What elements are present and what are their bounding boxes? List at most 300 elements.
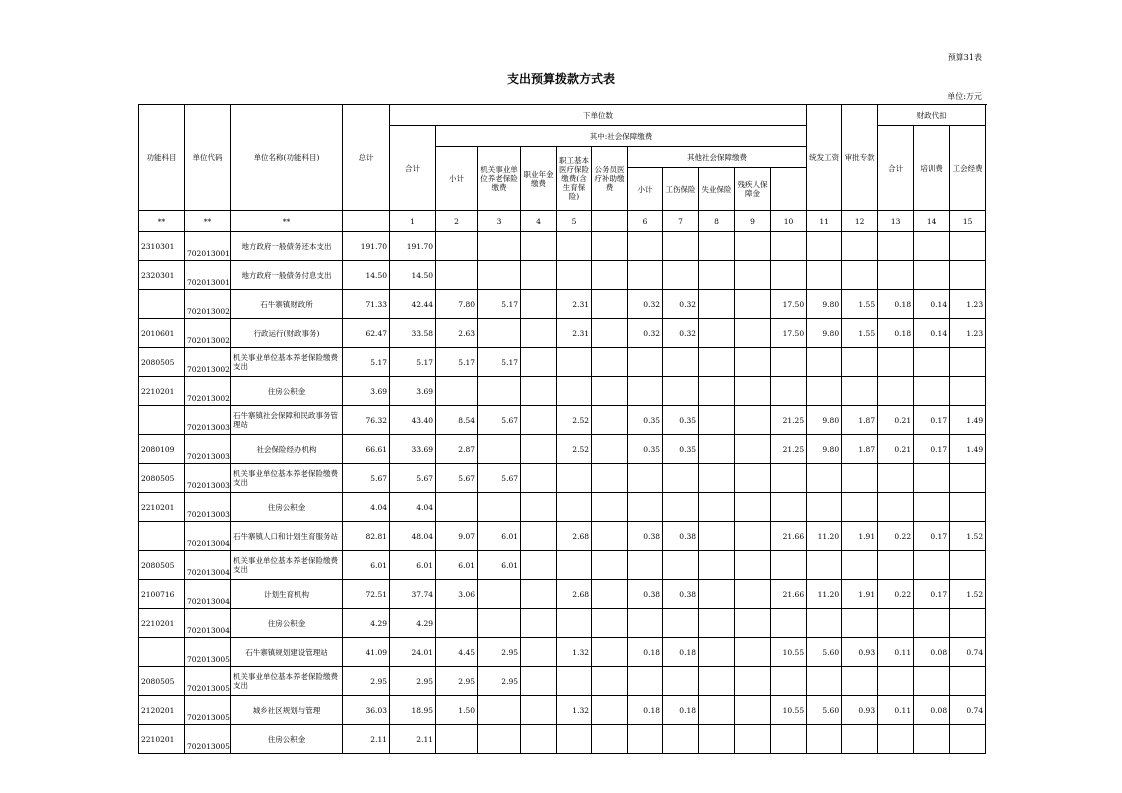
value-cell: 4.04 [390, 493, 436, 522]
index-cell: 13 [878, 211, 914, 232]
table-row [139, 232, 986, 261]
index-cell: 15 [950, 211, 986, 232]
value-cell: 4.29 [343, 609, 390, 638]
table-row [139, 435, 986, 464]
value-cell [478, 261, 521, 290]
value-cell [735, 232, 771, 261]
value-cell: 5.17 [478, 290, 521, 319]
value-cell: 0.17 [914, 580, 950, 609]
func-subject-cell: 2210201 [139, 493, 185, 522]
value-cell [521, 725, 557, 754]
value-cell [521, 696, 557, 725]
value-cell [436, 261, 478, 290]
value-cell: 0.38 [663, 522, 699, 551]
value-cell: 71.33 [343, 290, 390, 319]
value-cell: 4.45 [436, 638, 478, 667]
table-header [139, 105, 986, 211]
value-cell [771, 493, 807, 522]
value-cell [663, 725, 699, 754]
value-cell: 1.52 [950, 580, 986, 609]
value-cell: 0.18 [663, 638, 699, 667]
value-cell [914, 261, 950, 290]
unit-code-cell: 702013005 [185, 696, 231, 725]
value-cell: 5.67 [478, 406, 521, 435]
value-cell [592, 725, 628, 754]
index-cell: 8 [699, 211, 735, 232]
value-cell [557, 667, 592, 696]
value-cell [436, 725, 478, 754]
value-cell: 21.25 [771, 435, 807, 464]
value-cell [914, 725, 950, 754]
value-cell: 76.32 [343, 406, 390, 435]
value-cell [878, 464, 914, 493]
header-other-small-total: 小计 [628, 168, 663, 211]
value-cell: 4.04 [343, 493, 390, 522]
value-cell: 5.17 [478, 348, 521, 377]
value-cell: 191.70 [343, 232, 390, 261]
value-cell [557, 551, 592, 580]
value-cell: 0.32 [663, 319, 699, 348]
unit-name-cell: 计划生育机构 [231, 580, 343, 609]
func-subject-cell: 2320301 [139, 261, 185, 290]
value-cell: 0.18 [663, 696, 699, 725]
header-fin-total: 合计 [878, 126, 914, 211]
value-cell [878, 551, 914, 580]
value-cell [699, 377, 735, 406]
value-cell [735, 435, 771, 464]
header-unit-code: 单位代码 [185, 105, 231, 211]
value-cell [699, 464, 735, 493]
value-cell [807, 261, 842, 290]
value-cell: 2.95 [436, 667, 478, 696]
value-cell: 0.11 [878, 696, 914, 725]
value-cell [521, 638, 557, 667]
value-cell: 0.74 [950, 638, 986, 667]
value-cell: 1.91 [842, 580, 878, 609]
value-cell: 5.17 [343, 348, 390, 377]
table-row [139, 551, 986, 580]
func-subject-cell [139, 290, 185, 319]
value-cell: 0.11 [878, 638, 914, 667]
value-cell: 10.55 [771, 638, 807, 667]
value-cell: 72.51 [343, 580, 390, 609]
unit-name-cell: 机关事业单位基本养老保险缴费支出 [231, 667, 343, 696]
value-cell [592, 348, 628, 377]
index-cell: ** [139, 211, 185, 232]
value-cell: 33.69 [390, 435, 436, 464]
value-cell: 0.21 [878, 406, 914, 435]
value-cell [628, 464, 663, 493]
value-cell [699, 319, 735, 348]
value-cell: 11.20 [807, 580, 842, 609]
value-cell [628, 348, 663, 377]
value-cell [663, 232, 699, 261]
value-cell [699, 522, 735, 551]
index-cell: 14 [914, 211, 950, 232]
unit-code-cell: 702013001 [185, 261, 231, 290]
value-cell [663, 493, 699, 522]
value-cell [699, 696, 735, 725]
value-cell [842, 609, 878, 638]
value-cell [842, 493, 878, 522]
value-cell [478, 377, 521, 406]
index-cell: 10 [771, 211, 807, 232]
value-cell: 2.95 [390, 667, 436, 696]
value-cell [436, 232, 478, 261]
value-cell: 6.01 [478, 551, 521, 580]
value-cell: 0.93 [842, 696, 878, 725]
value-cell: 1.23 [950, 290, 986, 319]
index-cell: ** [185, 211, 231, 232]
value-cell: 2.68 [557, 580, 592, 609]
header-injury: 工伤保险 [663, 168, 699, 211]
table-row [139, 319, 986, 348]
header-unemployment: 失业保险 [699, 168, 735, 211]
value-cell: 6.01 [436, 551, 478, 580]
value-cell [592, 638, 628, 667]
func-subject-cell: 2080505 [139, 348, 185, 377]
value-cell: 1.55 [842, 319, 878, 348]
value-cell [735, 696, 771, 725]
index-cell: 6 [628, 211, 663, 232]
value-cell [735, 638, 771, 667]
value-cell: 5.60 [807, 696, 842, 725]
value-cell [950, 348, 986, 377]
header-union: 工会经费 [950, 126, 986, 211]
value-cell: 9.80 [807, 290, 842, 319]
unit-name-cell: 石牛寨镇社会保障和民政事务管理站 [231, 406, 343, 435]
value-cell [735, 580, 771, 609]
value-cell: 7.80 [436, 290, 478, 319]
value-cell [771, 609, 807, 638]
value-cell: 2.68 [557, 522, 592, 551]
value-cell [521, 261, 557, 290]
unit-name-cell: 地方政府一般债务付息支出 [231, 261, 343, 290]
value-cell: 41.09 [343, 638, 390, 667]
value-cell [842, 725, 878, 754]
value-cell [478, 319, 521, 348]
value-cell [735, 609, 771, 638]
value-cell [914, 551, 950, 580]
value-cell: 0.21 [878, 435, 914, 464]
value-cell [735, 319, 771, 348]
unit-code-cell: 702013004 [185, 580, 231, 609]
value-cell: 0.32 [628, 290, 663, 319]
value-cell [699, 551, 735, 580]
value-cell [699, 290, 735, 319]
value-cell: 0.93 [842, 638, 878, 667]
value-cell [771, 464, 807, 493]
value-cell [592, 609, 628, 638]
value-cell: 9.80 [807, 406, 842, 435]
unit-name-cell: 石牛寨镇财政所 [231, 290, 343, 319]
value-cell: 11.20 [807, 522, 842, 551]
unit-code-cell: 702013002 [185, 290, 231, 319]
value-cell [735, 493, 771, 522]
page-title: 支出预算拨款方式表 [506, 72, 615, 86]
value-cell [592, 261, 628, 290]
table-row [139, 290, 986, 319]
value-cell: 0.18 [878, 290, 914, 319]
value-cell: 2.11 [343, 725, 390, 754]
value-cell: 24.01 [390, 638, 436, 667]
value-cell [628, 725, 663, 754]
header-disabled: 残疾人保障金 [735, 168, 771, 211]
value-cell [807, 493, 842, 522]
value-cell: 21.66 [771, 580, 807, 609]
value-cell [521, 232, 557, 261]
value-cell [807, 377, 842, 406]
unit-name-cell: 石牛寨镇规划建设管理站 [231, 638, 343, 667]
unit-code-cell: 702013002 [185, 319, 231, 348]
unit-code-cell: 702013005 [185, 667, 231, 696]
value-cell [878, 725, 914, 754]
value-cell [628, 609, 663, 638]
value-cell [521, 319, 557, 348]
index-cell: 9 [735, 211, 771, 232]
value-cell [592, 406, 628, 435]
value-cell: 2.31 [557, 319, 592, 348]
table-row [139, 609, 986, 638]
header-total: 总计 [343, 105, 390, 211]
value-cell: 0.08 [914, 696, 950, 725]
value-cell: 1.32 [557, 696, 592, 725]
value-cell [699, 580, 735, 609]
value-cell [521, 580, 557, 609]
value-cell [950, 551, 986, 580]
unit-name-cell: 行政运行(财政事务) [231, 319, 343, 348]
value-cell [878, 493, 914, 522]
header-pension: 机关事业单位养老保险缴费 [478, 147, 521, 211]
value-cell: 1.87 [842, 435, 878, 464]
value-cell: 21.66 [771, 522, 807, 551]
value-cell [663, 609, 699, 638]
header-blank [771, 168, 807, 211]
value-cell: 2.52 [557, 406, 592, 435]
value-cell: 191.70 [390, 232, 436, 261]
value-cell: 0.22 [878, 580, 914, 609]
value-cell: 17.50 [771, 290, 807, 319]
value-cell [663, 667, 699, 696]
value-cell [521, 377, 557, 406]
value-cell [478, 580, 521, 609]
header-small-total: 小计 [436, 147, 478, 211]
table-body [139, 211, 986, 754]
value-cell: 1.23 [950, 319, 986, 348]
value-cell: 2.63 [436, 319, 478, 348]
value-cell [771, 725, 807, 754]
func-subject-cell: 2080109 [139, 435, 185, 464]
value-cell [663, 464, 699, 493]
value-cell [478, 493, 521, 522]
index-cell [592, 211, 628, 232]
value-cell [699, 232, 735, 261]
value-cell: 3.69 [343, 377, 390, 406]
value-cell [663, 377, 699, 406]
unit-name-cell: 石牛寨镇人口和计划生育服务站 [231, 522, 343, 551]
value-cell [592, 377, 628, 406]
func-subject-cell: 2100716 [139, 580, 185, 609]
value-cell [950, 725, 986, 754]
unit-code-cell: 702013003 [185, 435, 231, 464]
value-cell [663, 348, 699, 377]
value-cell: 5.60 [807, 638, 842, 667]
value-cell: 0.32 [663, 290, 699, 319]
index-cell: 7 [663, 211, 699, 232]
header-medical: 职工基本医疗保险缴费(含生育保险) [557, 147, 592, 211]
value-cell: 0.14 [914, 290, 950, 319]
index-cell: 1 [390, 211, 436, 232]
value-cell [735, 377, 771, 406]
func-subject-cell: 2080505 [139, 551, 185, 580]
table-row [139, 348, 986, 377]
value-cell [771, 261, 807, 290]
value-cell [842, 464, 878, 493]
header-func-subject: 功能科目 [139, 105, 185, 211]
value-cell: 14.50 [343, 261, 390, 290]
unit-code-cell: 702013003 [185, 464, 231, 493]
value-cell: 2.31 [557, 290, 592, 319]
value-cell: 17.50 [771, 319, 807, 348]
table-row [139, 261, 986, 290]
func-subject-cell: 2080505 [139, 667, 185, 696]
value-cell [735, 667, 771, 696]
index-cell: 3 [478, 211, 521, 232]
value-cell: 8.54 [436, 406, 478, 435]
value-cell [521, 464, 557, 493]
unit-code-cell: 702013004 [185, 522, 231, 551]
value-cell [592, 696, 628, 725]
table-row [139, 377, 986, 406]
header-approved-special: 审批专款 [842, 105, 878, 211]
value-cell [628, 667, 663, 696]
value-cell [842, 377, 878, 406]
value-cell: 0.38 [663, 580, 699, 609]
value-cell: 0.32 [628, 319, 663, 348]
value-cell [771, 377, 807, 406]
func-subject-cell [139, 522, 185, 551]
value-cell: 3.06 [436, 580, 478, 609]
value-cell: 0.38 [628, 580, 663, 609]
value-cell: 2.52 [557, 435, 592, 464]
value-cell [699, 493, 735, 522]
value-cell [735, 725, 771, 754]
value-cell [592, 493, 628, 522]
value-cell [592, 464, 628, 493]
value-cell [771, 348, 807, 377]
value-cell [878, 232, 914, 261]
value-cell [699, 609, 735, 638]
unit-name-cell: 住房公积金 [231, 725, 343, 754]
value-cell [557, 232, 592, 261]
value-cell [771, 667, 807, 696]
index-row [139, 211, 986, 232]
unit-name-cell: 住房公积金 [231, 609, 343, 638]
value-cell: 5.17 [390, 348, 436, 377]
index-cell: 12 [842, 211, 878, 232]
value-cell [878, 609, 914, 638]
value-cell [557, 725, 592, 754]
value-cell: 1.91 [842, 522, 878, 551]
value-cell: 0.22 [878, 522, 914, 551]
func-subject-cell: 2210201 [139, 609, 185, 638]
value-cell [699, 638, 735, 667]
unit-name-cell: 城乡社区规划与管理 [231, 696, 343, 725]
value-cell [950, 261, 986, 290]
value-cell [950, 377, 986, 406]
value-cell [807, 551, 842, 580]
value-cell [914, 493, 950, 522]
value-cell [628, 493, 663, 522]
value-cell [436, 609, 478, 638]
value-cell [807, 667, 842, 696]
value-cell [628, 377, 663, 406]
value-cell [521, 348, 557, 377]
value-cell [735, 290, 771, 319]
value-cell [950, 493, 986, 522]
value-cell [735, 348, 771, 377]
value-cell [628, 261, 663, 290]
value-cell: 2.95 [478, 667, 521, 696]
value-cell [663, 551, 699, 580]
value-cell: 14.50 [390, 261, 436, 290]
value-cell [807, 609, 842, 638]
value-cell: 10.55 [771, 696, 807, 725]
value-cell [436, 493, 478, 522]
value-cell [521, 667, 557, 696]
value-cell [699, 406, 735, 435]
value-cell [807, 464, 842, 493]
table-row [139, 406, 986, 435]
unit-name-cell: 住房公积金 [231, 493, 343, 522]
value-cell [914, 232, 950, 261]
value-cell [771, 551, 807, 580]
value-cell: 5.67 [478, 464, 521, 493]
value-cell [557, 493, 592, 522]
value-cell: 0.74 [950, 696, 986, 725]
value-cell: 5.67 [343, 464, 390, 493]
value-cell: 3.69 [390, 377, 436, 406]
value-cell [914, 667, 950, 696]
value-cell [592, 319, 628, 348]
value-cell [478, 435, 521, 464]
value-cell [735, 464, 771, 493]
value-cell: 0.14 [914, 319, 950, 348]
table-row [139, 522, 986, 551]
value-cell [735, 551, 771, 580]
value-cell [592, 232, 628, 261]
unit-name-cell: 地方政府一般债务还本支出 [231, 232, 343, 261]
value-cell: 9.07 [436, 522, 478, 551]
unit-name-cell: 机关事业单位基本养老保险缴费支出 [231, 464, 343, 493]
value-cell [521, 522, 557, 551]
table-row [139, 696, 986, 725]
func-subject-cell: 2080505 [139, 464, 185, 493]
value-cell: 5.67 [436, 464, 478, 493]
value-cell: 6.01 [478, 522, 521, 551]
value-cell [699, 435, 735, 464]
page-label: 预算31表 [947, 53, 982, 62]
value-cell: 48.04 [390, 522, 436, 551]
index-cell: 2 [436, 211, 478, 232]
unit-name-cell: 机关事业单位基本养老保险缴费支出 [231, 348, 343, 377]
value-cell: 1.87 [842, 406, 878, 435]
value-cell: 1.55 [842, 290, 878, 319]
unit-code-cell: 702013005 [185, 725, 231, 754]
value-cell: 0.18 [878, 319, 914, 348]
func-subject-cell [139, 638, 185, 667]
table-row [139, 725, 986, 754]
